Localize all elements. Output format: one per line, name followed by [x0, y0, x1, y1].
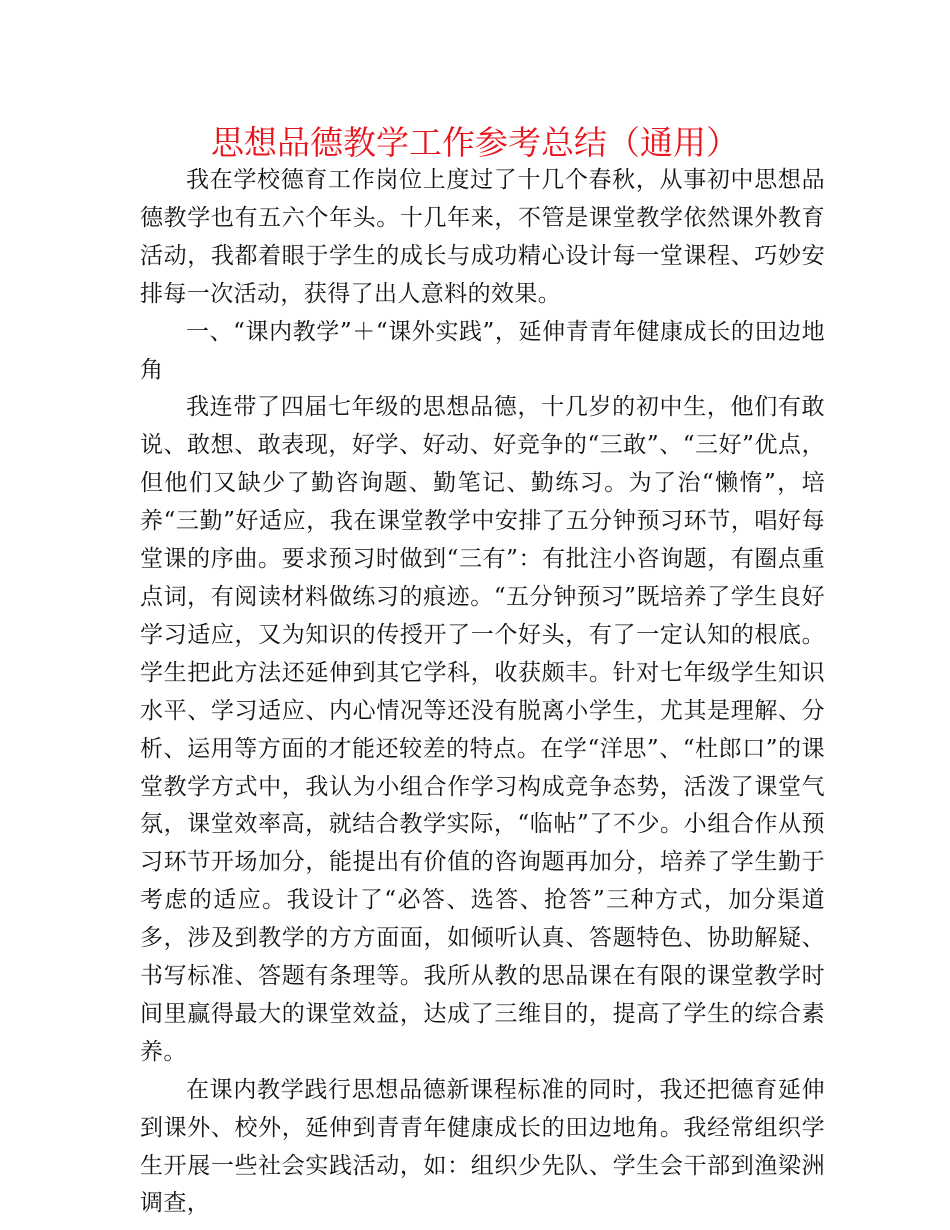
section-heading-1: 一、“课内教学”＋“课外实践”，延伸青青年健康成长的田边地角	[140, 318, 825, 383]
paragraph-classroom: 我连带了四届七年级的思想品德，十几岁的初中生，他们有敢说、敢想、敢表现，好学、好动、好竞争的“三敢”、“三好”优点，但他们又缺少了勤咨询题、勤笔记、勤练习。为了治“懒惰”，培养“三勤”好适应，我在课堂教学中安排了五分钟预习环节，唱好每堂课的序曲。要求预习时做到“三有”：有批注小咨询题，有圈点重点词，有阅读材料做练习的痕迹。“五分钟预习”既培养了学生良好学习适应，又为知识的传授开了一个好头，有了一定认知的根底。学生把此方法还延伸到其它学科，收获颇丰。针对七年级学生知识水平、学习适应、内心情况等还没有脱离小学生，尤其是理解、分析、运用等方面的才能还较差的特点。在学“洋思”、“杜郎口”的课堂教学方式中，我认为小组合作学习构成竞争态势，活泼了课堂气氛，课堂效率高，就结合教学实际，“临帖”了不少。小组合作从预习环节开场加分，能提出有价值的咨询题再加分，培养了学生勤于考虑的适应。我设计了“必答、选答、抢答”三种方式，加分渠道多，涉及到教学的方方面面，如倾听认真、答题特色、协助解疑、书写标准、答题有条理等。我所从教的思品课在有限的课堂教学时间里赢得最大的课堂效益，达成了三维目的，提高了学生的综合素养。	[140, 394, 825, 1065]
document-body	[140, 162, 825, 1223]
paragraph-extracurricular: 在课内教学践行思想品德新课程标准的同时，我还把德育延伸到课外、校外，延伸到青青年健康成长的田边地角。我经常组织学生开展一些社会实践活动，如：组织少先队、学生会干部到渔梁洲调查，	[140, 1076, 825, 1217]
paragraph-intro: 我在学校德育工作岗位上度过了十几个春秋，从事初中思想品德教学也有五六个年头。十几年来，不管是课堂教学依然课外教育活动，我都着眼于学生的成长与成功精心设计每一堂课程、巧妙安排每一次活动，获得了出人意料的效果。	[140, 167, 825, 307]
document-title: 思想品德教学工作参考总结（通用）	[211, 123, 739, 162]
